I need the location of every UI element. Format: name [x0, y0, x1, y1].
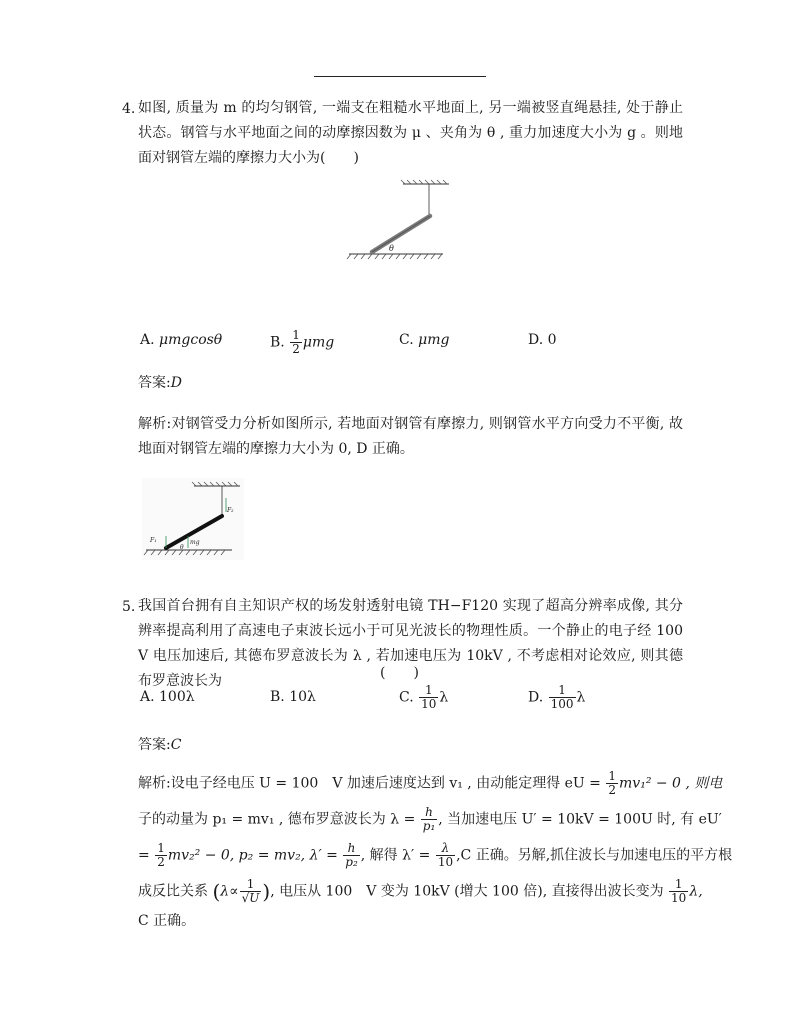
q4-option-b-letter: B. [270, 334, 285, 351]
q4-fig2-weight-label: mg [190, 539, 200, 546]
q4-option-b[interactable] [270, 329, 334, 356]
q5-answer-label: 答案: [138, 737, 171, 753]
q5-option-a[interactable] [140, 689, 195, 705]
q5-option-a-letter: A. [140, 689, 155, 705]
header-rule [314, 76, 486, 77]
q4-option-c[interactable] [399, 332, 449, 348]
q4-force-diagram [142, 478, 244, 560]
q5-option-c-tail: λ [439, 689, 449, 706]
q4-answer-value: D [170, 375, 182, 391]
q4-fig2-normal-label: F₁ [150, 537, 157, 544]
q5-option-b[interactable] [270, 689, 316, 705]
q5-option-d-letter: D. [528, 689, 544, 706]
q4-fig-theta-label: θ [389, 244, 394, 253]
q4-figure-rod-on-ground [345, 178, 455, 260]
q5-option-d-tail: λ [576, 689, 586, 706]
q5-stem: 我国首台拥有自主知识产权的场发射透射电镜 TH−F120 实现了超高分辨率成像, 其分辨率提高利用了高速电子束波长远小于可见光波长的物理性质。一个静止的电子经 100 V 电压加速后, 其德布罗意波长为 λ , 若加速电压为 10kV , 不考虑相对论效应, 则其德布罗意波长为 [138, 598, 697, 689]
q4-option-c-letter: C. [399, 332, 414, 348]
q4-number: 4. [122, 101, 136, 117]
q4-option-b-fraction: $\frac{1}{2}$ [292, 328, 300, 356]
q4-fig2-tension-label: F₂ [227, 507, 234, 514]
q4-analysis: 解析:对钢管受力分析如图所示, 若地面对钢管有摩擦力, 则钢管水平方向受力不平衡, 故地面对钢管左端的摩擦力大小为 0, D 正确。 [138, 416, 683, 457]
q4-answer-label: 答案: [138, 375, 171, 391]
q5-option-b-text: 10λ [289, 689, 316, 705]
q4-stem: 如图, 质量为 m 的均匀钢管, 一端支在粗糙水平地面上, 另一端被竖直绳悬挂, 处于静止状态。钢管与水平地面之间的动摩擦因数为 μ 、夹角为 θ , 重力加速度大小为 g 。则地面对钢管左端的摩擦力大小为( ) [138, 100, 683, 166]
q5-answer-blank: ( ) [380, 665, 419, 681]
q5-option-c-fraction: $\frac{1}{10}$ [421, 683, 437, 711]
q5-option-a-text: 100λ [159, 689, 195, 705]
q5-number: 5. [122, 599, 136, 615]
q4-option-a-letter: A. [140, 332, 155, 348]
q5-option-d[interactable] [528, 684, 585, 711]
q5-option-c-letter: C. [399, 689, 414, 706]
q4-answer [138, 372, 182, 392]
q4-option-c-text: μmg [418, 332, 450, 348]
q5-option-c[interactable] [399, 684, 448, 711]
q4-option-a-text: μmgcosθ [159, 332, 223, 348]
q4-options [140, 329, 700, 361]
q4-option-d[interactable] [528, 332, 557, 348]
q5-analysis-line4: 成反比关系 (λ∝ $\frac{1}{√U}$ ), 电压从 100 V 变为 10kV (增大 100 倍), 直接得出波长变为 $\frac{1}{10}$ λ, [138, 877, 703, 905]
q5-analysis-line3: = $\frac{1}{2}$ mv₂² − 0, p₂ = mv₂, λ′ = $\frac{h}{\text{p₂}}$ , 解得 λ′ = $\frac{\lambda}{10}$ ,C 正确。另解,抓住波长与加速电压的平方根 [138, 841, 733, 869]
q5-options [140, 684, 700, 716]
q4-option-a[interactable] [140, 332, 222, 348]
q5-option-d-fraction: $\frac{1}{100}$ [550, 683, 574, 711]
q4-option-d-text: 0 [547, 332, 557, 348]
q4-option-d-letter: D. [528, 332, 544, 348]
q5-analysis-line1: 解析:设电子经电压 U = 100 V 加速后速度达到 v₁ , 由动能定理得 eU = $\frac{1}{2}$ mv₁² − 0 , 则电 [138, 769, 723, 797]
q5-analysis-line5: C 正确。 [138, 913, 196, 929]
q5-answer-value: C [170, 737, 182, 753]
q4-option-b-tail: μmg [302, 334, 335, 351]
q5-option-b-letter: B. [270, 689, 285, 705]
q5-analysis-line2: 子的动量为 p₁ = mv₁ , 德布罗意波长为 λ = $\frac{h}{\text{p₁}}$ , 当加速电压 U′ = 10kV = 100U 时, 有 eU′ [138, 805, 722, 833]
q4-fig2-theta-label: θ [180, 544, 184, 551]
q5-answer [138, 734, 181, 754]
